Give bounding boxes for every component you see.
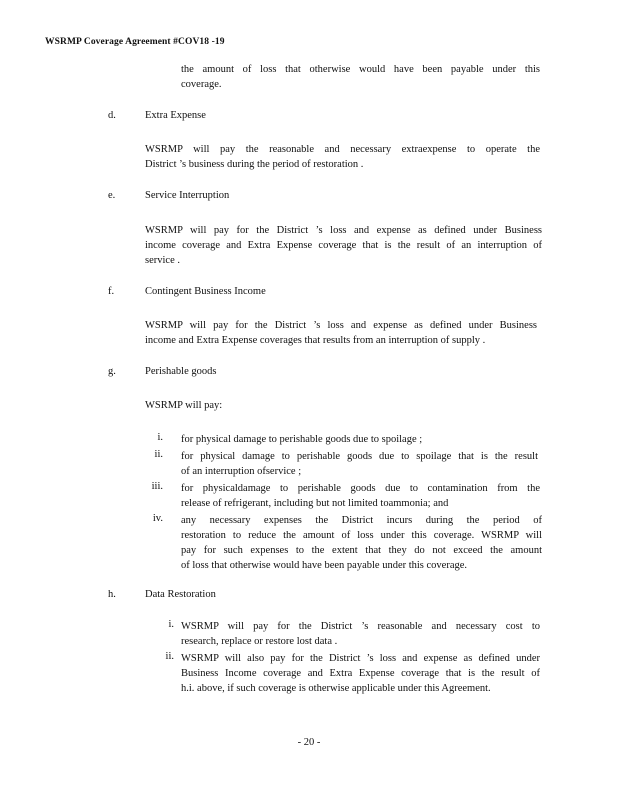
list-item bbox=[181, 513, 542, 573]
paragraph-line: release of refrigerant, including but not limited toammonia; and bbox=[181, 498, 449, 509]
document-header: WSRMP Coverage Agreement #COV18 -19 bbox=[45, 37, 225, 47]
paragraph-line: research, replace or restore lost data . bbox=[181, 636, 338, 647]
paragraph-line: coverage. bbox=[181, 79, 222, 90]
section-letter-f: f. bbox=[108, 286, 115, 297]
section-letter-e: e. bbox=[108, 190, 116, 201]
section-f-paragraph bbox=[145, 318, 537, 348]
section-g-intro bbox=[145, 398, 345, 413]
paragraph-line: WSRMP will pay for the District ’s reasonable and necessary cost to bbox=[181, 621, 540, 632]
list-item bbox=[181, 432, 541, 447]
paragraph-line: restoration to reduce the amount of loss under this coverage. WSRMP will bbox=[181, 530, 542, 541]
list-number: iv. bbox=[152, 513, 163, 524]
paragraph-line: any necessary expenses the District incurs during the period of bbox=[181, 515, 542, 526]
paragraph-line: for physical damage to perishable goods due to spoilage that is the result bbox=[181, 451, 538, 462]
list-number: ii. bbox=[154, 449, 163, 460]
paragraph-line: service . bbox=[145, 255, 180, 266]
section-letter-d: d. bbox=[108, 110, 116, 121]
list-item bbox=[181, 619, 540, 649]
section-letter-g: g. bbox=[108, 366, 116, 377]
section-e-paragraph bbox=[145, 223, 542, 268]
paragraph-line: WSRMP will pay for the District ’s loss and expense as defined under Business bbox=[145, 320, 537, 331]
page-number: - 20 - bbox=[297, 737, 321, 748]
list-number: ii. bbox=[165, 651, 174, 662]
section-heading-contingent-business-income: Contingent Business Income bbox=[145, 286, 266, 297]
list-item bbox=[181, 481, 540, 511]
section-letter-h: h. bbox=[108, 589, 116, 600]
paragraph-line: pay for such expenses to the extent that they do not exceed the amount bbox=[181, 545, 542, 556]
paragraph-line: for physicaldamage to perishable goods due to contamination from the bbox=[181, 483, 540, 494]
list-number: i. bbox=[157, 432, 163, 443]
section-heading-service-interruption: Service Interruption bbox=[145, 190, 230, 201]
paragraph-line: of loss that otherwise would have been payable under this coverage. bbox=[181, 560, 468, 571]
paragraph-line: Business Income coverage and Extra Expense coverage that is the result of bbox=[181, 668, 540, 679]
list-item bbox=[181, 449, 538, 479]
paragraph-line: income coverage and Extra Expense coverage that is the result of an interruption of bbox=[145, 240, 542, 251]
paragraph-line: WSRMP will also pay for the District ’s loss and expense as defined under bbox=[181, 653, 540, 664]
paragraph-line: WSRMP will pay: bbox=[145, 400, 223, 411]
section-heading-perishable-goods: Perishable goods bbox=[145, 366, 217, 377]
paragraph-line: h.i. above, if such coverage is otherwise applicable under this Agreement. bbox=[181, 683, 491, 694]
list-item bbox=[181, 651, 540, 696]
paragraph-line: District ’s business during the period of restoration . bbox=[145, 159, 364, 170]
paragraph-line: income and Extra Expense coverages that results from an interruption of supply . bbox=[145, 335, 486, 346]
paragraph-line: WSRMP will pay the reasonable and necessary extraexpense to operate the bbox=[145, 144, 540, 155]
section-heading-data-restoration: Data Restoration bbox=[145, 589, 216, 600]
paragraph-line: the amount of loss that otherwise would have been payable under this bbox=[181, 64, 540, 75]
continuation-paragraph bbox=[181, 62, 540, 92]
paragraph-line: for physical damage to perishable goods due to spoilage ; bbox=[181, 434, 423, 445]
list-number: iii. bbox=[151, 481, 163, 492]
section-d-paragraph bbox=[145, 142, 540, 172]
list-number: i. bbox=[168, 619, 174, 630]
section-heading-extra-expense: Extra Expense bbox=[145, 110, 206, 121]
paragraph-line: WSRMP will pay for the District ’s loss and expense as defined under Business bbox=[145, 225, 542, 236]
paragraph-line: of an interruption ofservice ; bbox=[181, 466, 302, 477]
